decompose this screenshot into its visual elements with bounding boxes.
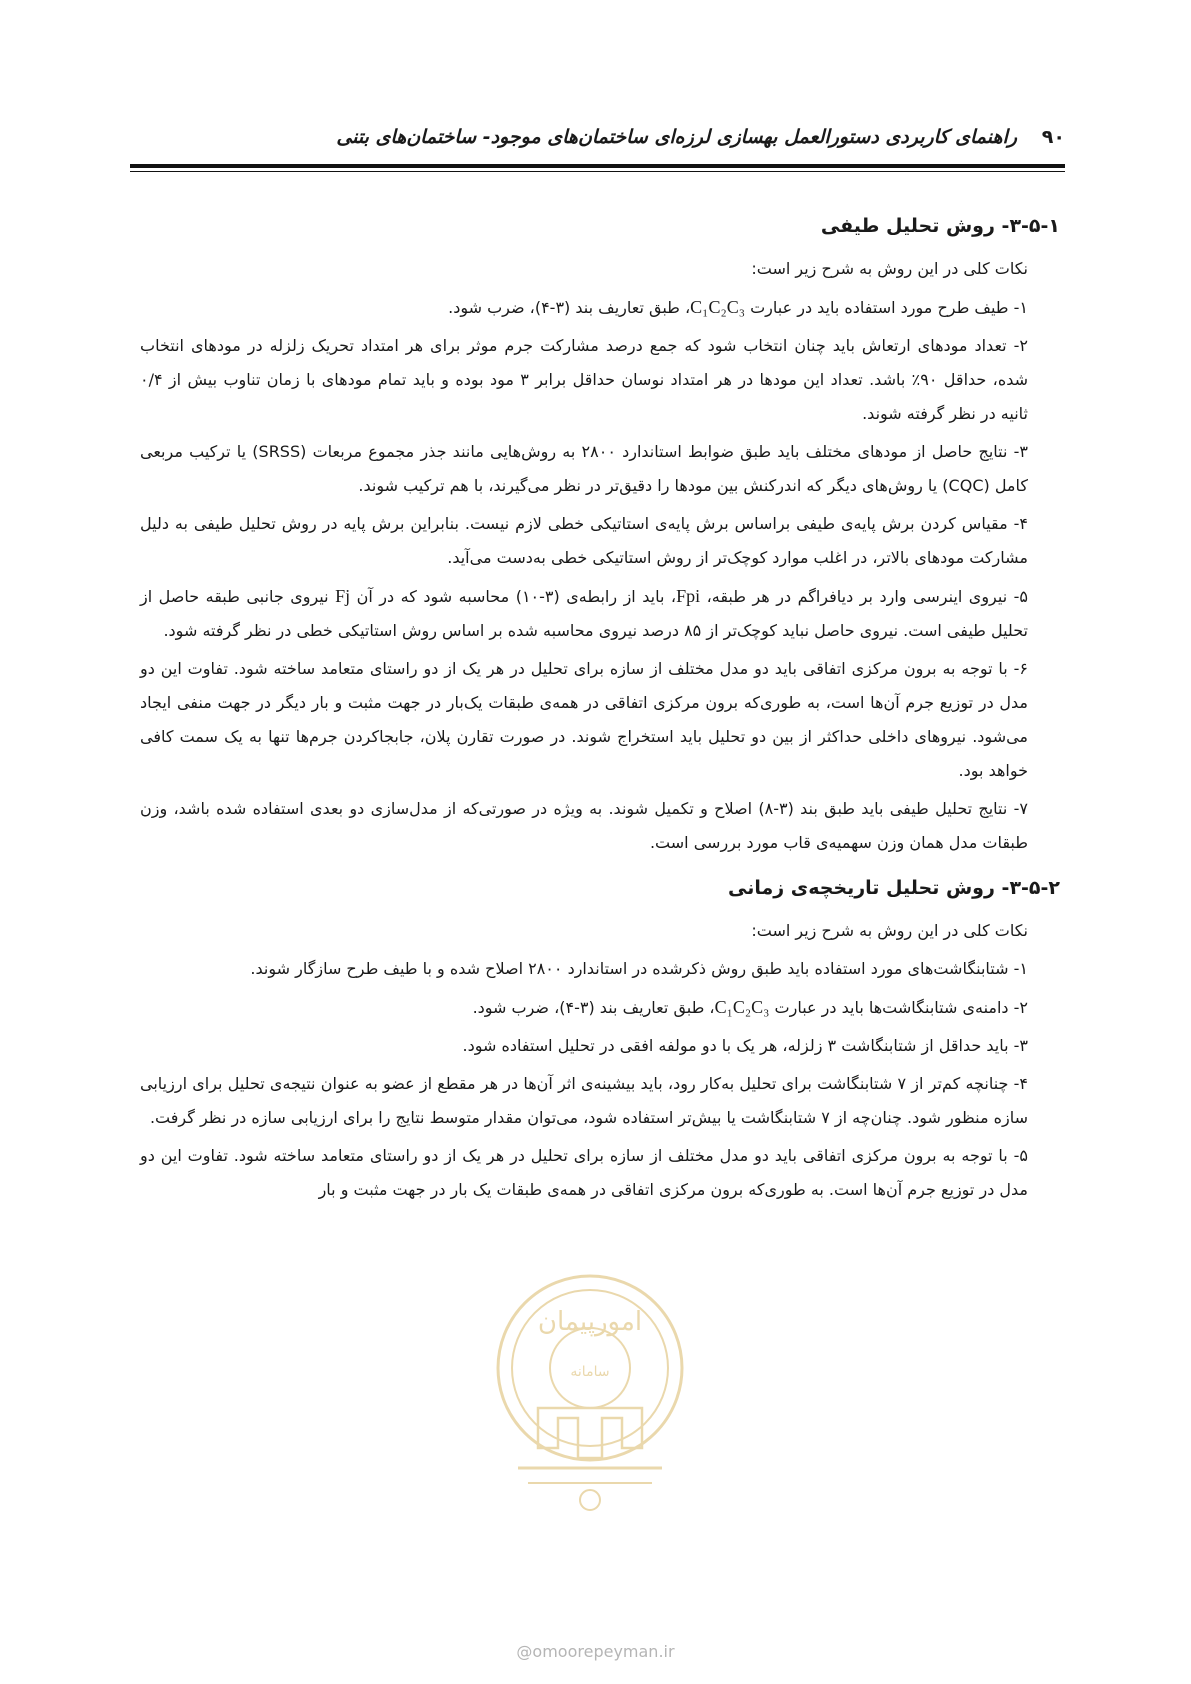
section1-item-5-text-c: نیروی جانبی طبقه حاصل از تحلیل طیفی است. نیروی حاصل نباید کوچک‌تر از ۸۵ درصد نیروی محاسبه شده بر اساس روش استاتیکی خطی در نظر گرفته شود. <box>140 587 1028 640</box>
section1-item-4: ۴- مقیاس کردن برش پایه‌ی طیفی براساس برش پایه‌ی استاتیکی خطی لازم نیست. بنابراین برش پایه در روش تحلیل طیفی به دلیل مشارکت مودهای بالاتر، در اغلب موارد کوچک‌تر از روش استاتیکی خطی به‌دست می‌آید. <box>140 514 1028 567</box>
section-title-time-history: ۳-۵-۲- روش تحلیل تاریخچه‌ی زمانی <box>727 877 1060 899</box>
section2-item-2-text-b: ، طبق تعاریف بند (۳-۴)، ضرب شود. <box>472 998 715 1017</box>
header-rule-thin <box>130 171 1065 172</box>
page-number: ۹۰ <box>1041 126 1065 148</box>
section1-item-1-text-b: ، طبق تعاریف بند (۳-۴)، ضرب شود. <box>448 298 691 317</box>
section1-item-1-text-a: ۱- طیف طرح مورد استفاده باید در عبارت <box>750 298 1028 317</box>
section1-item-3: ۳- نتایج حاصل از مودهای مختلف باید طبق ضوابط استاندارد ۲۸۰۰ به روش‌هایی مانند جذر مجموع مربعات (SRSS) یا ترکیب مربعی کامل (CQC) یا روش‌های دیگر که اندرکنش بین مودها را دقیق‌تر در نظر می‌گیرند، با هم ترکیب شوند. <box>140 442 1028 495</box>
page-body <box>140 208 1060 1211</box>
watermark-text-bottom: سامانه <box>570 1364 610 1380</box>
section2-item-5: ۵- با توجه به برون مرکزی اتفاقی باید دو مدل مختلف از سازه برای تحلیل در هر یک از دو راستای متعامد ساخته شود. تفاوت این دو مدل در توزیع جرم آن‌ها است. به طوری‌که برون مرکزی اتفاقی در همه‌ی طبقات یک بار در جهت مثبت و بار <box>140 1146 1028 1199</box>
section1-item-2: ۲- تعداد مودهای ارتعاش باید چنان انتخاب شود که جمع درصد مشارکت جرم موثر برای هر امتداد تحریک زلزله در مودهای انتخاب شده، حداقل ۹۰٪ باشد. تعداد این مودها در هر امتداد نوسان حداقل برابر ۳ مود بوده و باید تمام مودهای با زمان تناوب بیش از ۰/۴ ثانیه در نظر گرفته شوند. <box>140 336 1029 423</box>
coefficient-symbol: C₁C₂C₃ <box>714 997 770 1017</box>
coefficient-symbol: C₁C₂C₃ <box>690 297 745 317</box>
section-title-spectral: ۳-۵-۱- روش تحلیل طیفی <box>820 215 1060 237</box>
section2-item-2-text-a: ۲- دامنه‌ی شتابنگاشت‌ها باید در عبارت <box>774 998 1028 1017</box>
section2-item-4: ۴- چنانچه کم‌تر از ۷ شتابنگاشت برای تحلیل به‌کار رود، باید بیشینه‌ی اثر آن‌ها در هر مقطع از عضو به عنوان نتیجه‌ی تحلیل برای ارزیابی سازه منظور شود. چنان‌چه از ۷ شتابنگاشت یا بیش‌تر استفاده شود، می‌توان مقدار متوسط نتایج را برای ارزیابی سازه در نظر گرفت. <box>140 1074 1028 1127</box>
section1-item-5-text-b: ، باید از رابطه‌ی (۳-۱۰) محاسبه شود که در آن <box>356 587 677 606</box>
section2-item-2 <box>140 990 1060 1025</box>
fpi-symbol: Fpi <box>676 586 701 606</box>
fj-symbol: Fj <box>335 586 351 606</box>
section2-intro: نکات کلی در این روش به شرح زیر است: <box>751 921 1028 940</box>
watermark-text-top: امورپیمان <box>537 1307 643 1337</box>
section1-item-1 <box>140 290 1060 325</box>
section1-item-6: ۶- با توجه به برون مرکزی اتفاقی باید دو مدل مختلف از سازه برای تحلیل در هر یک از دو راستای متعامد ساخته شود. تفاوت این دو مدل در توزیع جرم آن‌ها است، به طوری‌که برون مرکزی اتفاقی در همه‌ی طبقات یک‌بار در جهت مثبت و بار دیگر در جهت منفی ایجاد می‌شود. نیروهای داخلی حداکثر از بین دو تحلیل باید استخراج شوند. در صورت تقارن پلان، جابجاکردن جرم‌ها تنها به یک سمت کافی خواهد بود. <box>140 659 1028 780</box>
header-rule-thick <box>130 164 1065 168</box>
footer-site-watermark: @omoorepeyman.ir <box>516 1642 675 1661</box>
section1-item-5-text-a: ۵- نیروی اینرسی وارد بر دیافراگم در هر طبقه، <box>706 587 1029 606</box>
section2-item-1: ۱- شتابنگاشت‌های مورد استفاده باید طبق روش ذکرشده در استاندارد ۲۸۰۰ اصلاح شده و با طیف طرح سازگار شوند. <box>250 959 1028 978</box>
section1-item-5 <box>140 579 1060 648</box>
watermark-seal-logo <box>478 1268 702 1518</box>
page-header <box>130 118 1065 158</box>
section1-item-7: ۷- نتایج تحلیل طیفی باید طبق بند (۳-۸) اصلاح و تکمیل شوند. به ویژه در صورتی‌که از مدل‌سازی دو بعدی استفاده شده باشد، وزن طبقات مدل همان وزن سهمیه‌ی قاب مورد بررسی است. <box>140 799 1028 852</box>
section2-item-3: ۳- باید حداقل از شتابنگاشت ۳ زلزله، هر یک با دو مولفه افقی در تحلیل استفاده شود. <box>462 1036 1028 1055</box>
section1-intro: نکات کلی در این روش به شرح زیر است: <box>751 259 1028 278</box>
header-title: راهنمای کاربردی دستورالعمل بهسازی لرزه‌ای ساختمان‌های موجود- ساختمان‌های بتنی <box>336 126 1017 148</box>
